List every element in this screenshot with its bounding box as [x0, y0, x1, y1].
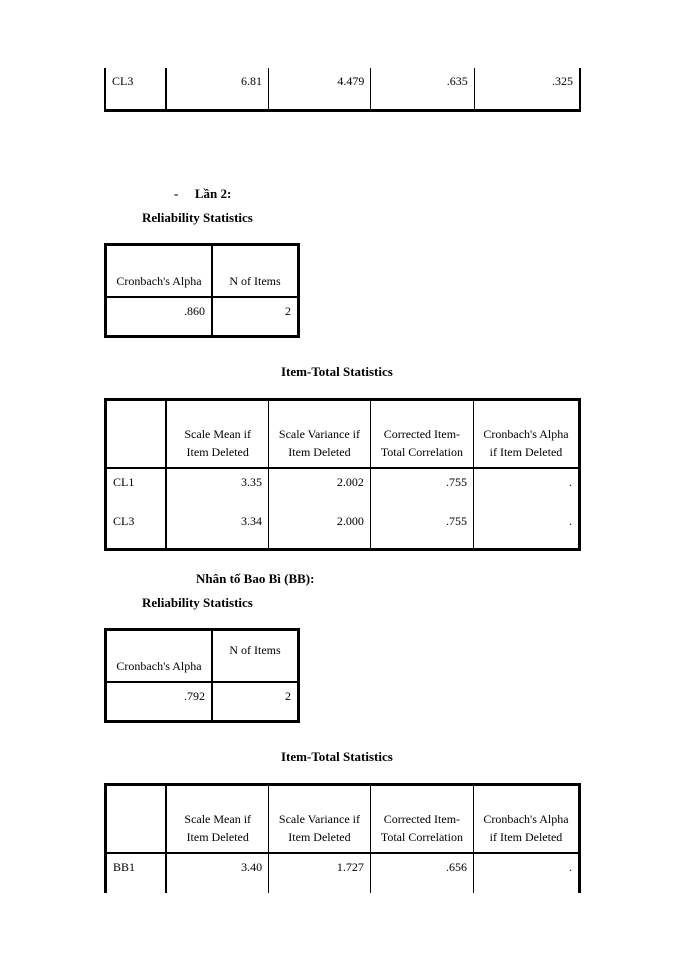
col-header: Scale Mean if Item Deleted	[166, 400, 268, 468]
alpha-deleted-cell: .325	[474, 68, 580, 110]
scale-variance-cell: 4.479	[269, 68, 371, 110]
cell: 2.000	[269, 508, 371, 550]
top-item-table	[104, 68, 581, 112]
scale-mean-cell: 6.81	[166, 68, 269, 110]
cronbach-alpha-header: Cronbach's Alpha	[106, 630, 213, 682]
cell: .	[473, 468, 579, 508]
table-row	[106, 468, 580, 508]
n-items-header: N of Items	[212, 630, 299, 682]
corrected-corr-cell: .635	[371, 68, 474, 110]
alpha-value: .792	[106, 682, 213, 722]
cell: 3.35	[166, 468, 268, 508]
row-label: CL3	[106, 508, 167, 550]
item-total-title: Item-Total Statistics	[281, 364, 393, 379]
col-header: Scale Variance if Item Deleted	[269, 400, 371, 468]
cell: .755	[370, 468, 473, 508]
row-label: BB1	[106, 853, 167, 893]
n-items-header: N of Items	[212, 245, 299, 297]
col-header: Scale Variance if Item Deleted	[269, 785, 371, 853]
cell: 3.34	[166, 508, 268, 550]
corner-cell	[106, 785, 167, 853]
item-total-table	[104, 783, 581, 893]
col-header: Cronbach's Alpha if Item Deleted	[473, 400, 579, 468]
reliability-title: Reliability Statistics	[142, 595, 253, 610]
cell: 3.40	[166, 853, 268, 893]
cell: 2.002	[269, 468, 371, 508]
item-total-title: Item-Total Statistics	[281, 749, 393, 764]
reliability-table	[104, 628, 300, 723]
table-row	[106, 508, 580, 550]
n-items-value: 2	[212, 297, 299, 337]
table-row	[106, 853, 580, 893]
col-header: Cronbach's Alpha if Item Deleted	[473, 785, 579, 853]
cell: .656	[370, 853, 473, 893]
cell: .	[473, 508, 579, 550]
alpha-value: .860	[106, 297, 213, 337]
n-items-value: 2	[212, 682, 299, 722]
corner-cell	[106, 400, 167, 468]
lan2-heading	[174, 186, 231, 202]
row-label: CL1	[106, 468, 167, 508]
item-total-table	[104, 398, 581, 551]
row-label: CL3	[105, 68, 166, 110]
bullet: -	[174, 186, 179, 201]
cell: .	[473, 853, 579, 893]
cronbach-alpha-header: Cronbach's Alpha	[106, 245, 213, 297]
bb-heading: Nhân tố Bao Bì (BB):	[196, 571, 315, 586]
reliability-table	[104, 243, 300, 338]
cell: .755	[370, 508, 473, 550]
cell: 1.727	[269, 853, 371, 893]
col-header: Scale Mean if Item Deleted	[166, 785, 268, 853]
reliability-title: Reliability Statistics	[142, 210, 253, 225]
col-header: Corrected Item-Total Correlation	[370, 400, 473, 468]
lan2-heading-text: Lần 2:	[194, 186, 232, 201]
col-header: Corrected Item-Total Correlation	[370, 785, 473, 853]
